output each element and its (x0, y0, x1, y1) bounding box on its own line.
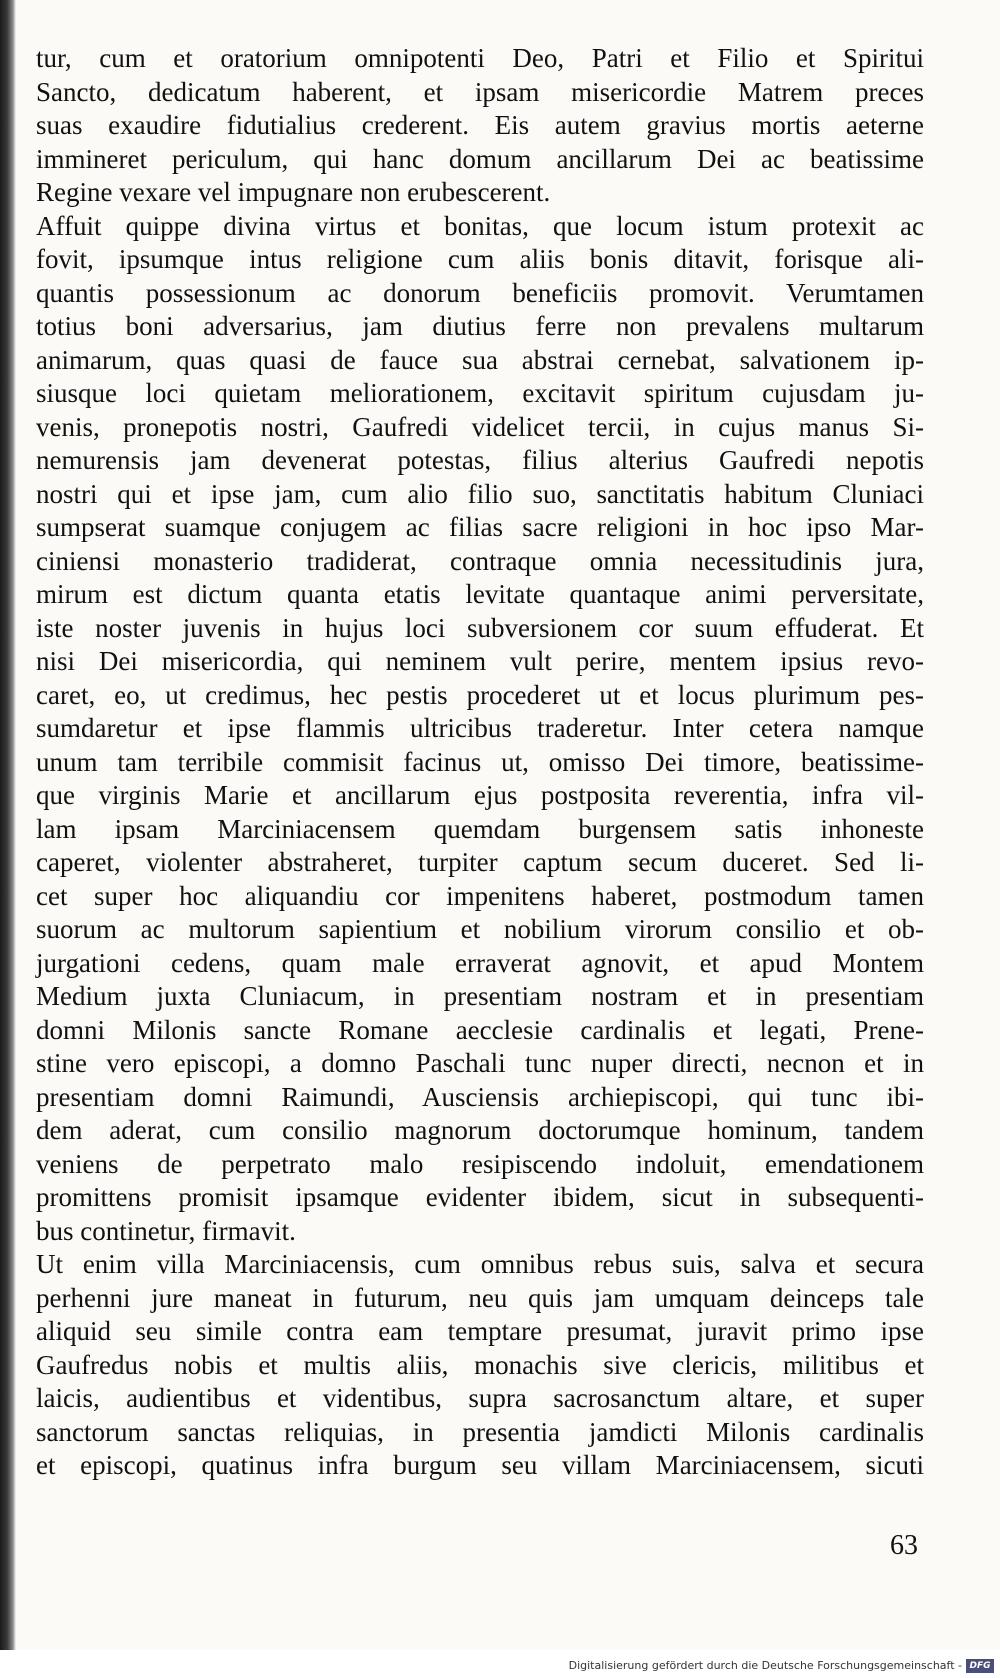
dfg-logo: DFG (966, 1659, 994, 1673)
text-line: sumpserat suamque conjugem ac filias sacre religioni in hoc ipso Mar- (36, 512, 924, 542)
text-line: lam ipsam Marciniacensem quemdam burgensem satis inhoneste (36, 813, 924, 844)
book-spine-shadow (0, 0, 16, 1678)
text-line: bus continetur, firmavit. (36, 1215, 296, 1246)
page-number: 63 (890, 1530, 918, 1561)
text-line: animarum, quas quasi de fauce sua abstrai cernebat, salvationem ip- (36, 344, 924, 375)
text-line: caperet, violenter abstraheret, turpiter captum secum duceret. Sed li- (36, 847, 924, 877)
text-line: tur, cum et oratorium omnipotenti Deo, Patri et Filio et Spiritui (36, 43, 924, 73)
text-line: et episcopi, quatinus infra burgum seu villam Marciniacensem, sicuti (36, 1450, 924, 1480)
text-line: nostri qui et ipse jam, cum alio filio suo, sanctitatis habitum Cluniaci (36, 478, 924, 509)
text-line: veniens de perpetrato malo resipiscendo indoluit, emendationem (36, 1148, 924, 1179)
text-line: laicis, audientibus et videntibus, supra sacrosanctum altare, et super (36, 1383, 924, 1413)
text-line: stine vero episcopi, a domno Paschali tunc nuper directi, necnon et in (36, 1048, 924, 1078)
text-line: perhenni jure maneat in futurum, neu quis jam umquam deinceps tale (36, 1282, 924, 1313)
text-line: nemurensis jam devenerat potestas, filius alterius Gaufredi nepotis (36, 445, 924, 475)
text-line: quantis possessionum ac donorum beneficiis promovit. Verumtamen (36, 277, 924, 308)
text-line: mirum est dictum quanta etatis levitate quantaque animi perversitate, (36, 579, 924, 609)
funding-credit: Digitalisierung gefördert durch die Deutsche Forschungsgemeinschaft - (568, 1659, 962, 1672)
text-line: sumdaretur et ipse flammis ultricibus traderetur. Inter cetera namque (36, 713, 924, 743)
text-line: siusque loci quietam meliorationem, excitavit spiritum cujusdam ju- (36, 378, 924, 408)
text-line: caret, eo, ut credimus, hec pestis procederet ut et locus plurimum pes- (36, 679, 924, 710)
text-line: Medium juxta Cluniacum, in presentiam nostram et in presentiam (36, 981, 924, 1011)
text-line: ciniensi monasterio tradiderat, contraque omnia necessitudinis jura, (36, 545, 924, 576)
text-line: Sancto, dedicatum haberent, et ipsam misericordie Matrem preces (36, 76, 924, 107)
text-line: aliquid seu simile contra eam temptare presumat, juravit primo ipse (36, 1316, 924, 1346)
text-line: que virginis Marie et ancillarum ejus postposita reverentia, infra vil- (36, 780, 924, 810)
text-line: dem aderat, cum consilio magnorum doctorumque hominum, tandem (36, 1115, 924, 1145)
text-line: suas exaudire fidutialius crederent. Eis autem gravius mortis aeterne (36, 110, 924, 140)
text-line: presentiam domni Raimundi, Ausciensis archiepiscopi, qui tunc ibi- (36, 1081, 924, 1112)
text-line: fovit, ipsumque intus religione cum aliis bonis ditavit, forisque ali- (36, 244, 924, 274)
text-line: iste noster juvenis in hujus loci subversionem cor suum effuderat. Et (36, 612, 924, 643)
text-line: jurgationi cedens, quam male erraverat agnovit, et apud Montem (36, 947, 924, 978)
text-line: totius boni adversarius, jam diutius ferre non prevalens multarum (36, 311, 924, 341)
text-line: nisi Dei misericordia, qui neminem vult perire, mentem ipsius revo- (36, 646, 924, 676)
text-line: Regine vexare vel impugnare non erubescerent. (36, 177, 551, 207)
text-line: Gaufredus nobis et multis aliis, monachis sive clericis, militibus et (36, 1349, 924, 1380)
body-text (36, 42, 924, 1483)
text-line: sanctorum sanctas reliquias, in presentia jamdicti Milonis cardinalis (36, 1416, 924, 1447)
digitization-footer (0, 1650, 1000, 1678)
text-line: Ut enim villa Marciniacensis, cum omnibus rebus suis, salva et secura (36, 1249, 924, 1279)
text-line: promittens promisit ipsamque evidenter ibidem, sicut in subsequenti- (36, 1182, 924, 1212)
text-line: Affuit quippe divina virtus et bonitas, que locum istum protexit ac (36, 210, 924, 241)
text-line: suorum ac multorum sapientium et nobilium virorum consilio et ob- (36, 914, 924, 944)
text-line: cet super hoc aliquandiu cor impenitens haberet, postmodum tamen (36, 880, 924, 911)
text-line: venis, pronepotis nostri, Gaufredi videlicet tercii, in cujus manus Si- (36, 411, 924, 442)
text-line: unum tam terribile commisit facinus ut, omisso Dei timore, beatissime- (36, 746, 924, 777)
text-line: domni Milonis sancte Romane aecclesie cardinalis et legati, Prene- (36, 1014, 924, 1045)
text-line: immineret periculum, qui hanc domum ancillarum Dei ac beatissime (36, 143, 924, 174)
